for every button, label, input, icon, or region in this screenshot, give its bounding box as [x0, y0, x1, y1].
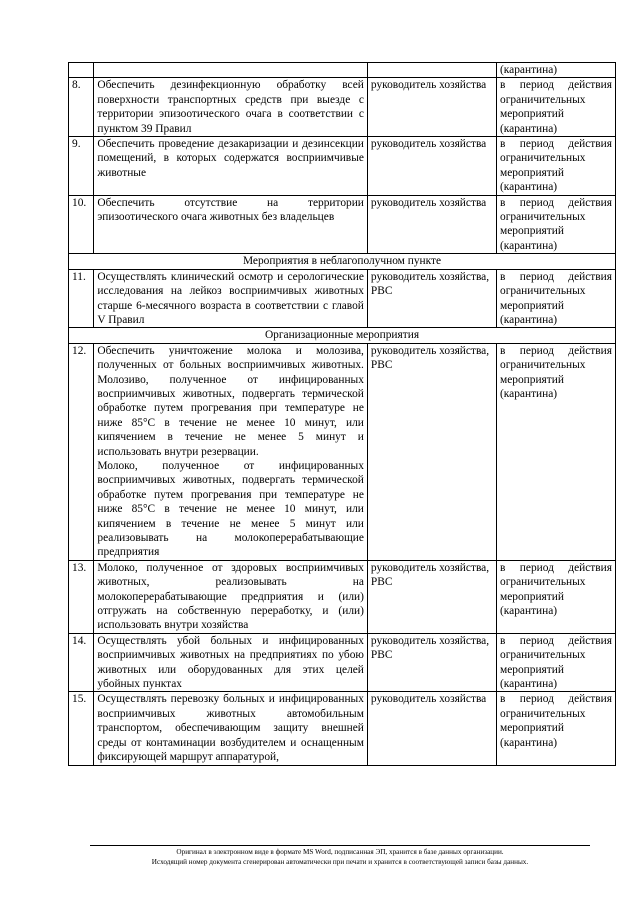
table-row: [69, 343, 616, 560]
row-number: 9.: [69, 137, 94, 196]
action-cell: [94, 269, 368, 328]
action-paragraph: Обеспечить дезинфекционную обработку всей поверхности транспортных средств при выезде с территории эпизоотического очага в соответствии с пунктом 39 Правил: [97, 79, 364, 135]
action-cell: [94, 692, 368, 765]
table-row: [69, 692, 616, 765]
table-row: [69, 78, 616, 137]
row-number: 11.: [69, 269, 94, 328]
term-cell: (карантина): [497, 63, 616, 78]
action-paragraph: Молоко, полученное от инфицированных восприимчивых животных, подвергать термической обработке путем прогревания при температуре не ниже 85°C в течение не менее 10 минут, или кипячением в течение не менее 5 минут или реализовывать на молокоперерабатывающие предприятия: [97, 459, 364, 559]
action-cell: [94, 633, 368, 692]
action-paragraph: Обеспечить уничтожение молока и молозива, полученных от больных восприимчивых животных. Молозиво, полученное от инфицированных восприимчивых животных, подвергать термической обработке путем прогревания при температуре не ниже 85°C в течение не менее 10 минут, или кипячением в течение не менее 5 минут и использовать внутри резервации.: [97, 344, 364, 458]
measures-table: [68, 62, 616, 766]
section-title: Организационные мероприятия: [69, 328, 616, 343]
action-cell: [94, 560, 368, 633]
page-footer: [90, 845, 590, 867]
action-cell: [94, 343, 368, 560]
row-number: [69, 63, 94, 78]
term-cell: в период действия ограничительных мероприятий (карантина): [497, 633, 616, 692]
table-row: [69, 137, 616, 196]
row-number: 14.: [69, 633, 94, 692]
action-cell: [94, 137, 368, 196]
responsible-cell: [367, 63, 496, 78]
term-cell: в период действия ограничительных мероприятий (карантина): [497, 195, 616, 254]
action-paragraph: Обеспечить отсутствие на территории эпизоотического очага животных без владельцев: [97, 196, 364, 224]
footer-line-2: Исходящий номер документа сгенерирован автоматически при печати и хранится в соответствующей записи базы данных.: [151, 858, 529, 866]
footer-line-1: Оригинал в электронном виде в формате MS Word, подписанная ЭП, хранится в базе данных организации.: [176, 848, 504, 856]
section-header-row: [69, 328, 616, 343]
table-row: [69, 195, 616, 254]
table-row: [69, 633, 616, 692]
responsible-cell: руководитель хозяйства: [367, 137, 496, 196]
action-paragraph: Молоко, полученное от здоровых восприимчивых животных, реализовывать на молокоперерабатывающие предприятия и (или) отгружать на собственную переработку, и (или) использовать внутри хозяйства: [97, 561, 364, 632]
action-cell: [94, 63, 368, 78]
row-number: 15.: [69, 692, 94, 765]
action-cell: [94, 195, 368, 254]
section-title: Мероприятия в неблагополучном пункте: [69, 254, 616, 269]
action-paragraph: Осуществлять клинический осмотр и серологические исследования на лейкоз восприимчивых животных старше 6-месячного возраста в соответствии с главой V Правил: [97, 270, 364, 326]
row-number: 8.: [69, 78, 94, 137]
responsible-cell: руководитель хозяйства: [367, 692, 496, 765]
action-paragraph: Обеспечить проведение дезакаризации и дезинсекции помещений, в которых содержатся восприимчивые животные: [97, 138, 364, 179]
action-paragraph: Осуществлять перевозку больных и инфицированных восприимчивых животных автомобильным транспортом, обеспечивающим защиту внешней среды от контаминации возбудителем и оснащенным фиксирующей маршрут аппаратурой,: [97, 693, 364, 764]
term-cell: в период действия ограничительных мероприятий (карантина): [497, 137, 616, 196]
term-cell: в период действия ограничительных мероприятий (карантина): [497, 269, 616, 328]
table-row: [69, 269, 616, 328]
responsible-cell: руководитель хозяйства, РВС: [367, 560, 496, 633]
responsible-cell: руководитель хозяйства, РВС: [367, 633, 496, 692]
term-cell: в период действия ограничительных мероприятий (карантина): [497, 560, 616, 633]
table-row: [69, 63, 616, 78]
action-paragraph: Осуществлять убой больных и инфицированных восприимчивых животных на предприятиях по убою животных или оборудованных для этих целей убойных пунктах: [97, 634, 364, 691]
responsible-cell: руководитель хозяйства, РВС: [367, 343, 496, 560]
term-cell: в период действия ограничительных мероприятий (карантина): [497, 692, 616, 765]
row-number: 13.: [69, 560, 94, 633]
table-row: [69, 560, 616, 633]
term-cell: в период действия ограничительных мероприятий (карантина): [497, 78, 616, 137]
measures-table-body: [69, 63, 616, 766]
responsible-cell: руководитель хозяйства: [367, 195, 496, 254]
term-cell: в период действия ограничительных мероприятий (карантина): [497, 343, 616, 560]
responsible-cell: руководитель хозяйства, РВС: [367, 269, 496, 328]
responsible-cell: руководитель хозяйства: [367, 78, 496, 137]
row-number: 12.: [69, 343, 94, 560]
row-number: 10.: [69, 195, 94, 254]
section-header-row: [69, 254, 616, 269]
action-cell: [94, 78, 368, 137]
